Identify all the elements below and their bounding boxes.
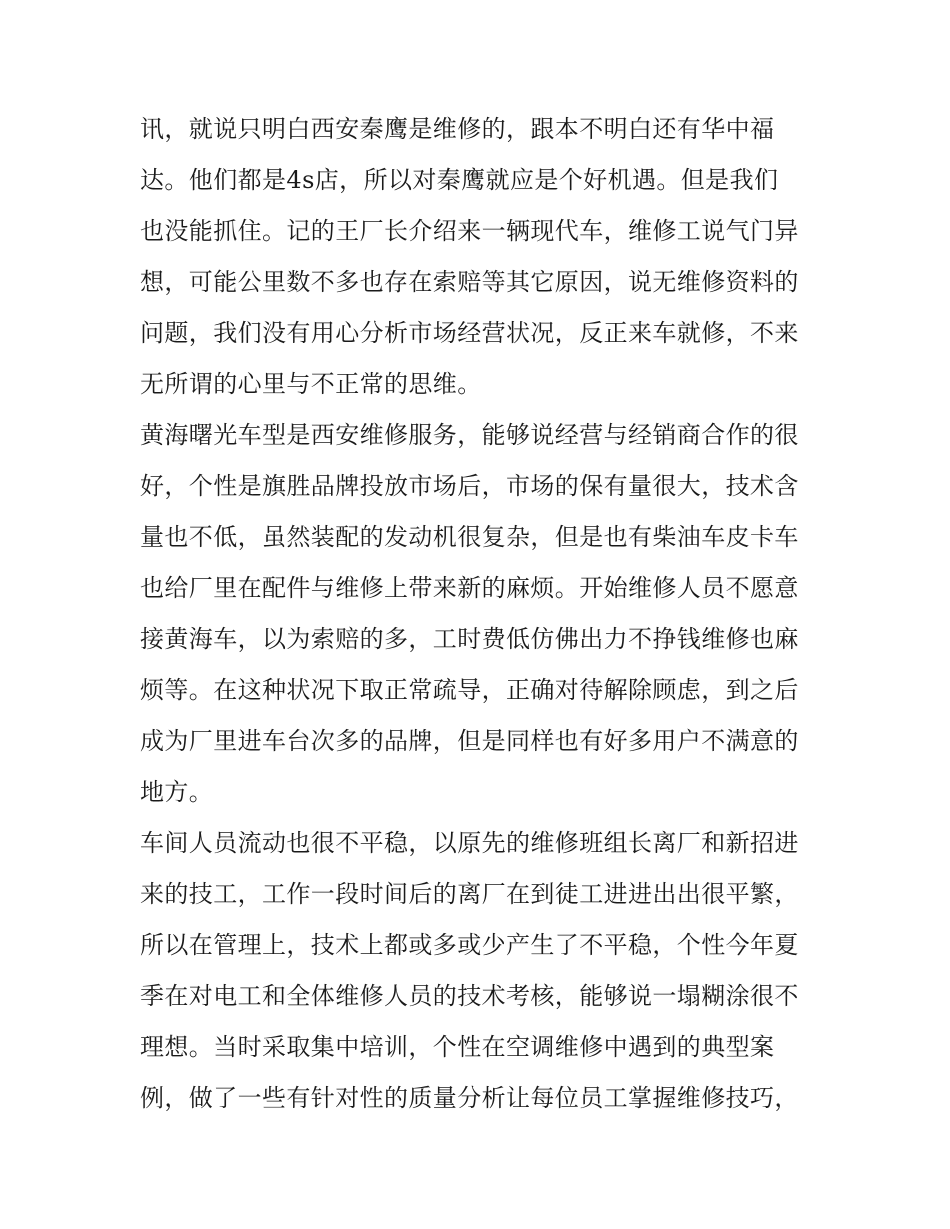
text-line: 季在对电工和全体维修人员的技术考核，能够说一塌糊涂很不 [140, 982, 799, 1010]
text-line: 无所谓的心里与不正常的思维。 [140, 370, 482, 398]
text-line: 问题，我们没有用心分析市场经营状况，反正来车就修，不来 [140, 319, 799, 347]
text-line: 理想。当时采取集中培训，个性在空调维修中遇到的典型案 [140, 1033, 775, 1061]
text-line: 黄海曙光车型是西安维修服务，能够说经营与经销商合作的很 [140, 421, 799, 449]
text-line: 例，做了一些有针对性的质量分析让每位员工掌握维修技巧， [140, 1084, 799, 1112]
text-line: 讯，就说只明白西安秦鹰是维修的，跟本不明白还有华中福 [140, 115, 775, 143]
text-line: 达。他们都是4s店，所以对秦鹰就应是个好机遇。但是我们 [140, 166, 779, 194]
text-line: 也没能抓住。记的王厂长介绍来一辆现代车，维修工说气门异 [140, 217, 799, 245]
text-line: 烦等。在这种状况下取正常疏导，正确对待解除顾虑，到之后 [140, 676, 799, 704]
text-line: 成为厂里进车台次多的品牌，但是同样也有好多用户不满意的 [140, 727, 799, 755]
text-line: 所以在管理上，技术上都或多或少产生了不平稳，个性今年夏 [140, 931, 799, 959]
text-line: 接黄海车，以为索赔的多，工时费低仿佛出力不挣钱维修也麻 [140, 625, 799, 653]
text-line: 量也不低，虽然装配的发动机很复杂，但是也有柴油车皮卡车 [140, 523, 799, 551]
document-body-text [140, 104, 812, 1124]
text-line: 好，个性是旗胜品牌投放市场后，市场的保有量很大，技术含 [140, 472, 799, 500]
text-line: 想，可能公里数不多也存在索赔等其它原因，说无维修资料的 [140, 268, 799, 296]
text-line: 车间人员流动也很不平稳，以原先的维修班组长离厂和新招进 [140, 829, 799, 857]
text-line: 地方。 [140, 778, 214, 806]
text-line: 也给厂里在配件与维修上带来新的麻烦。开始维修人员不愿意 [140, 574, 799, 602]
text-line: 来的技工，工作一段时间后的离厂在到徒工进进出出很平繁， [140, 880, 799, 908]
